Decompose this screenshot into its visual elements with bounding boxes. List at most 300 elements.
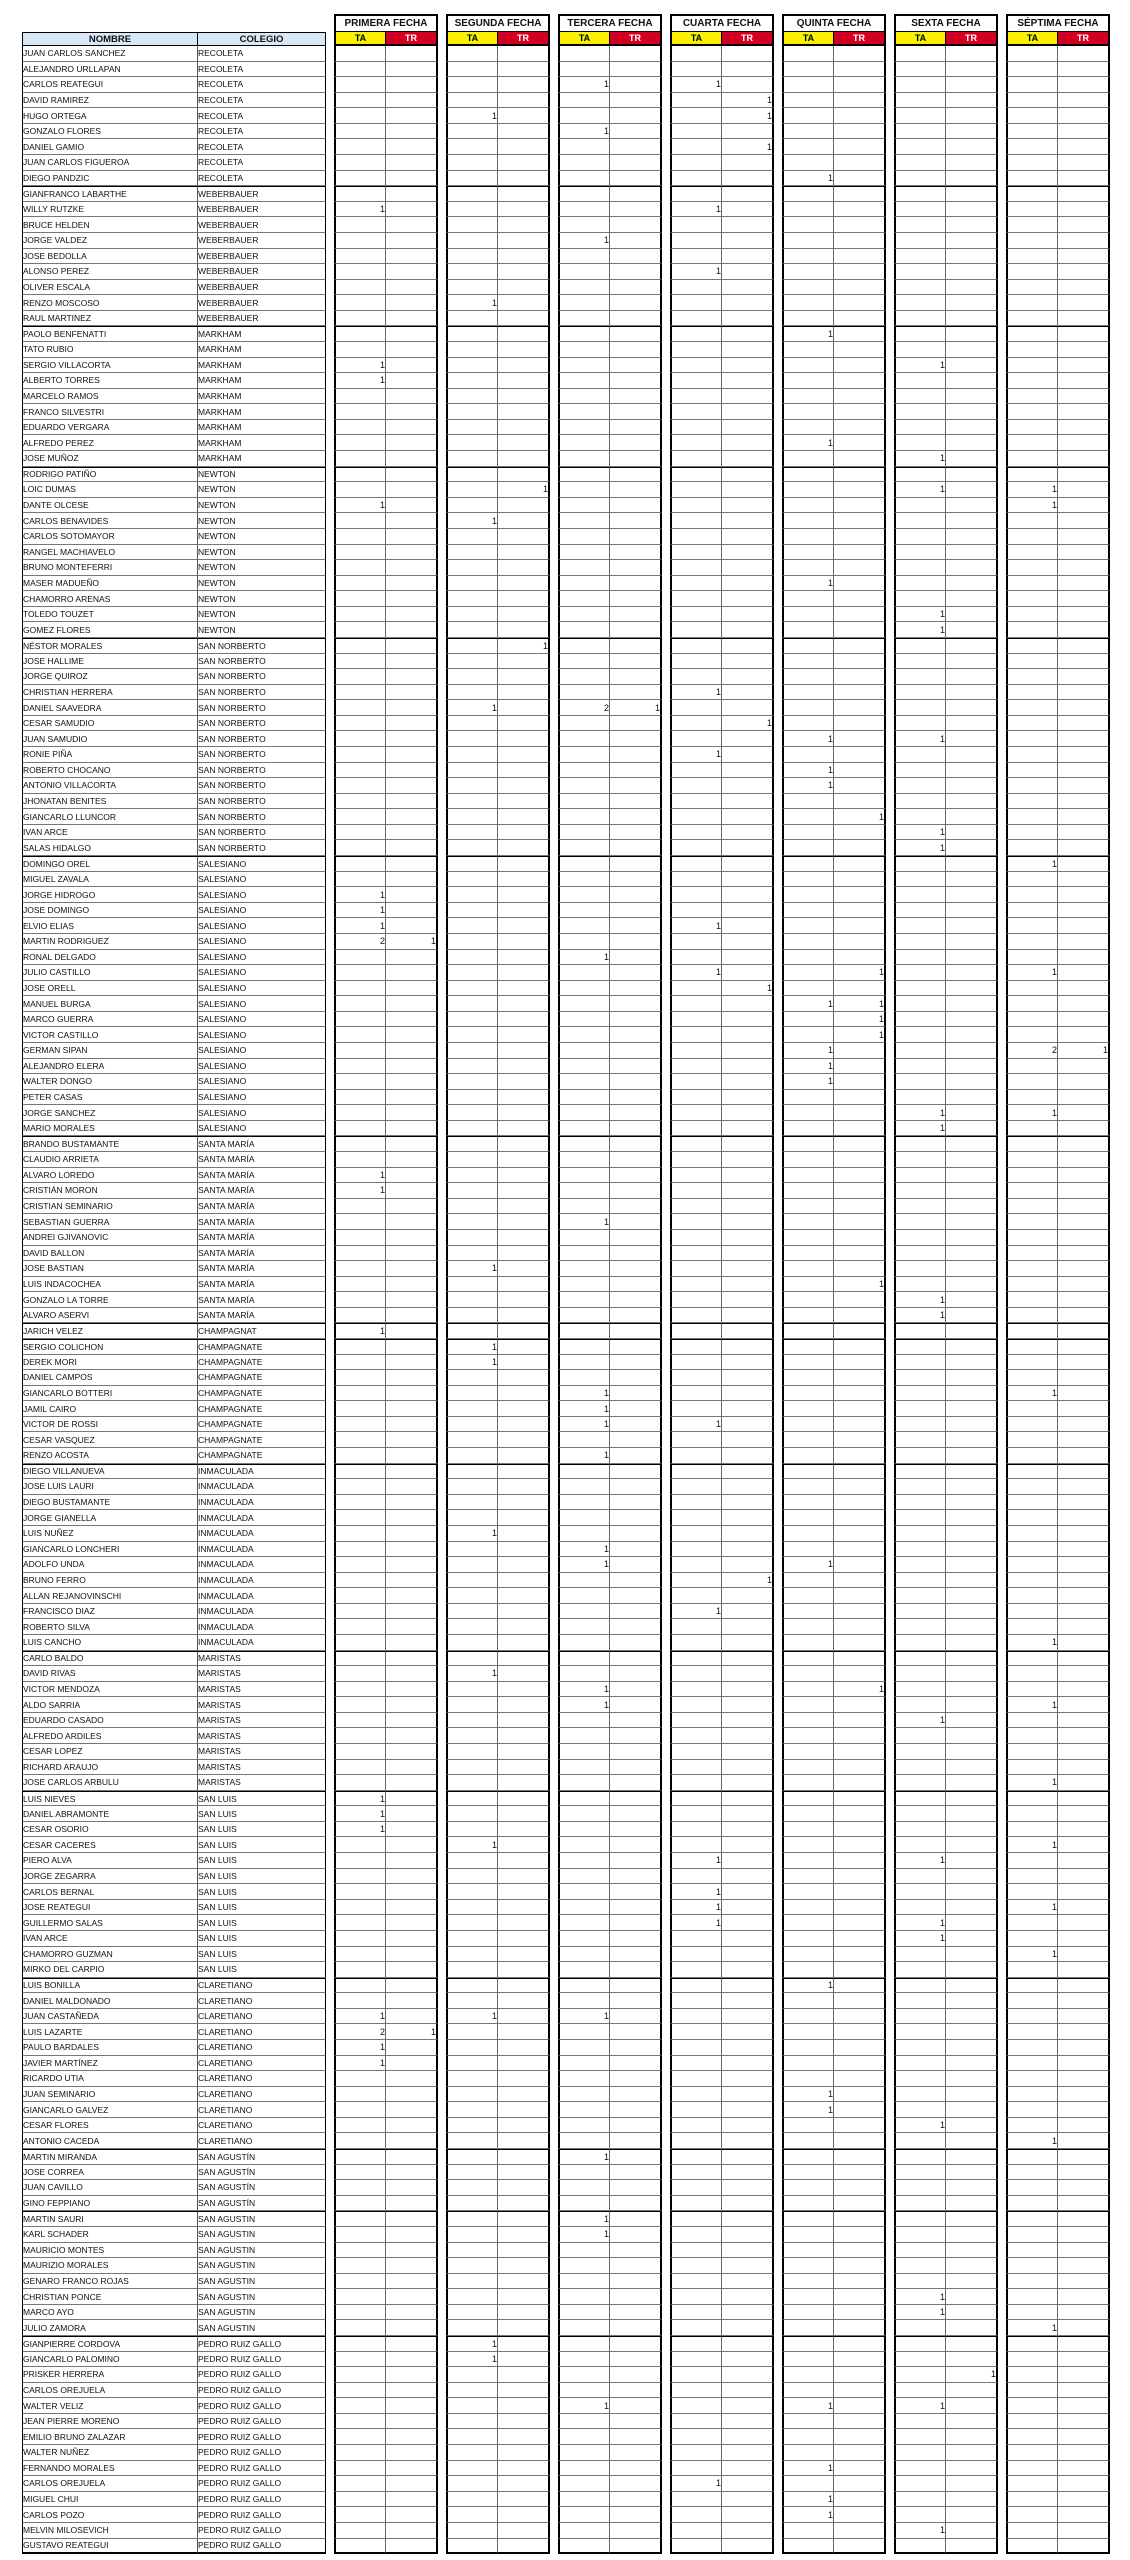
ta-cell[interactable]: [558, 1666, 610, 1682]
ta-cell[interactable]: [558, 1915, 610, 1931]
ta-cell[interactable]: [334, 1308, 386, 1324]
tr-cell[interactable]: [946, 2461, 998, 2477]
tr-cell[interactable]: [946, 62, 998, 78]
player-name-cell[interactable]: GIANCARLO PALOMINO: [22, 2352, 198, 2368]
ta-cell[interactable]: [782, 1277, 834, 1293]
ta-cell[interactable]: [446, 1230, 498, 1246]
tr-cell[interactable]: [610, 1027, 662, 1043]
tr-cell[interactable]: [722, 1199, 774, 1215]
ta-cell[interactable]: [446, 1619, 498, 1635]
ta-cell[interactable]: [558, 62, 610, 78]
ta-cell[interactable]: [334, 763, 386, 779]
ta-cell[interactable]: [1006, 2507, 1058, 2523]
ta-cell[interactable]: [670, 2009, 722, 2025]
tr-cell[interactable]: [498, 202, 550, 218]
player-name-cell[interactable]: SEBASTIAN GUERRA: [22, 1214, 198, 1230]
ta-cell[interactable]: [446, 654, 498, 670]
ta-cell[interactable]: [670, 1651, 722, 1667]
ta-cell[interactable]: [782, 2476, 834, 2492]
school-cell[interactable]: CHAMPAGNATE: [198, 1401, 326, 1417]
ta-cell[interactable]: [1006, 513, 1058, 529]
ta-cell[interactable]: [670, 2056, 722, 2072]
ta-cell[interactable]: [1006, 1791, 1058, 1807]
ta-cell[interactable]: [558, 607, 610, 623]
school-cell[interactable]: NEWTON: [198, 622, 326, 638]
tr-cell[interactable]: [722, 794, 774, 810]
ta-cell[interactable]: [1006, 1526, 1058, 1542]
tr-cell[interactable]: [946, 2196, 998, 2212]
ta-cell[interactable]: [334, 1557, 386, 1573]
ta-cell[interactable]: [670, 1557, 722, 1573]
tr-cell[interactable]: [722, 482, 774, 498]
ta-cell[interactable]: [894, 77, 946, 93]
ta-cell[interactable]: [894, 1744, 946, 1760]
ta-cell[interactable]: [1006, 186, 1058, 202]
player-name-cell[interactable]: MARIO MORALES: [22, 1121, 198, 1137]
tr-cell[interactable]: [386, 2367, 438, 2383]
player-name-cell[interactable]: RANGEL MACHIAVELO: [22, 545, 198, 561]
ta-cell[interactable]: 1: [334, 358, 386, 374]
player-name-cell[interactable]: ALFREDO ARDILES: [22, 1728, 198, 1744]
player-name-cell[interactable]: BRANDO BUSTAMANTE: [22, 1136, 198, 1152]
tr-cell[interactable]: [1058, 77, 1110, 93]
player-name-cell[interactable]: ALDO SARRIA: [22, 1697, 198, 1713]
ta-header[interactable]: TA: [446, 32, 498, 46]
ta-cell[interactable]: [894, 1651, 946, 1667]
tr-cell[interactable]: [386, 2305, 438, 2321]
ta-cell[interactable]: [1006, 358, 1058, 374]
player-name-cell[interactable]: CESAR FLORES: [22, 2118, 198, 2134]
ta-cell[interactable]: [670, 2102, 722, 2118]
tr-cell[interactable]: [1058, 1682, 1110, 1698]
ta-cell[interactable]: [1006, 1931, 1058, 1947]
tr-cell[interactable]: [610, 669, 662, 685]
player-name-cell[interactable]: GOMEZ FLORES: [22, 622, 198, 638]
ta-cell[interactable]: 1: [334, 1168, 386, 1184]
tr-cell[interactable]: [722, 2414, 774, 2430]
ta-cell[interactable]: [1006, 1090, 1058, 1106]
school-cell[interactable]: CLARETIANO: [198, 2102, 326, 2118]
ta-cell[interactable]: [334, 482, 386, 498]
tr-cell[interactable]: [498, 93, 550, 109]
school-cell[interactable]: WEBERBAUER: [198, 186, 326, 202]
ta-cell[interactable]: [782, 1884, 834, 1900]
tr-cell[interactable]: [1058, 2071, 1110, 2087]
school-cell[interactable]: SAN LUIS: [198, 1822, 326, 1838]
ta-cell[interactable]: 1: [558, 77, 610, 93]
tr-cell[interactable]: [834, 467, 886, 483]
school-cell[interactable]: MARISTAS: [198, 1713, 326, 1729]
tr-cell[interactable]: [946, 2243, 998, 2259]
ta-cell[interactable]: [1006, 2523, 1058, 2539]
school-cell[interactable]: INMACULADA: [198, 1557, 326, 1573]
ta-cell[interactable]: [446, 2367, 498, 2383]
ta-cell[interactable]: [446, 1448, 498, 1464]
tr-cell[interactable]: [722, 1666, 774, 1682]
tr-cell[interactable]: [722, 669, 774, 685]
tr-cell[interactable]: [1058, 2040, 1110, 2056]
ta-cell[interactable]: [670, 1510, 722, 1526]
tr-cell[interactable]: [498, 451, 550, 467]
ta-cell[interactable]: [782, 794, 834, 810]
ta-cell[interactable]: [670, 1339, 722, 1355]
tr-cell[interactable]: [946, 669, 998, 685]
ta-cell[interactable]: 1: [782, 1074, 834, 1090]
ta-cell[interactable]: [1006, 2258, 1058, 2274]
ta-cell[interactable]: [334, 342, 386, 358]
tr-cell[interactable]: [1058, 2258, 1110, 2274]
ta-cell[interactable]: [334, 1666, 386, 1682]
tr-cell[interactable]: [498, 1869, 550, 1885]
ta-cell[interactable]: [782, 186, 834, 202]
school-cell[interactable]: SALESIANO: [198, 918, 326, 934]
ta-cell[interactable]: [670, 2071, 722, 2087]
tr-cell[interactable]: [610, 358, 662, 374]
ta-cell[interactable]: [446, 326, 498, 342]
ta-cell[interactable]: [894, 1526, 946, 1542]
school-cell[interactable]: PEDRO RUIZ GALLO: [198, 2367, 326, 2383]
tr-cell[interactable]: [386, 1401, 438, 1417]
ta-cell[interactable]: 1: [782, 2102, 834, 2118]
school-cell[interactable]: INMACULADA: [198, 1526, 326, 1542]
player-name-cell[interactable]: LUIS CANCHO: [22, 1635, 198, 1651]
ta-cell[interactable]: [782, 1152, 834, 1168]
tr-cell[interactable]: [1058, 373, 1110, 389]
tr-cell[interactable]: [1058, 1152, 1110, 1168]
ta-cell[interactable]: [558, 763, 610, 779]
ta-cell[interactable]: [558, 1105, 610, 1121]
school-cell[interactable]: SAN NORBERTO: [198, 809, 326, 825]
ta-cell[interactable]: [1006, 1479, 1058, 1495]
tr-cell[interactable]: [834, 513, 886, 529]
ta-cell[interactable]: [446, 545, 498, 561]
ta-cell[interactable]: [558, 576, 610, 592]
ta-cell[interactable]: [1006, 669, 1058, 685]
ta-cell[interactable]: [558, 1230, 610, 1246]
ta-cell[interactable]: [446, 1417, 498, 1433]
tr-cell[interactable]: [834, 2258, 886, 2274]
tr-cell[interactable]: [610, 2165, 662, 2181]
ta-cell[interactable]: [894, 2071, 946, 2087]
ta-cell[interactable]: [1006, 2227, 1058, 2243]
ta-cell[interactable]: [1006, 1168, 1058, 1184]
ta-cell[interactable]: [446, 1775, 498, 1791]
tr-cell[interactable]: [946, 840, 998, 856]
ta-cell[interactable]: [446, 373, 498, 389]
player-name-cell[interactable]: KARL SCHADER: [22, 2227, 198, 2243]
ta-cell[interactable]: [1006, 529, 1058, 545]
player-name-cell[interactable]: CLAUDIO ARRIETA: [22, 1152, 198, 1168]
tr-cell[interactable]: [1058, 950, 1110, 966]
tr-cell[interactable]: 1: [610, 700, 662, 716]
ta-cell[interactable]: 1: [446, 2009, 498, 2025]
tr-cell[interactable]: [386, 1246, 438, 1262]
ta-cell[interactable]: [1006, 124, 1058, 140]
ta-cell[interactable]: [446, 280, 498, 296]
ta-cell[interactable]: [782, 560, 834, 576]
tr-cell[interactable]: [946, 731, 998, 747]
tr-cell[interactable]: [1058, 2507, 1110, 2523]
ta-cell[interactable]: [782, 2523, 834, 2539]
tr-cell[interactable]: [386, 1059, 438, 1075]
ta-cell[interactable]: [1006, 1121, 1058, 1137]
tr-cell[interactable]: [722, 124, 774, 140]
ta-cell[interactable]: [1006, 1199, 1058, 1215]
tr-cell[interactable]: [1058, 1074, 1110, 1090]
player-name-cell[interactable]: DANTE OLCESE: [22, 498, 198, 514]
ta-cell[interactable]: [1006, 2476, 1058, 2492]
tr-cell[interactable]: [386, 2352, 438, 2368]
tr-cell[interactable]: [834, 2118, 886, 2134]
ta-cell[interactable]: [558, 1090, 610, 1106]
ta-cell[interactable]: [1006, 934, 1058, 950]
tr-cell[interactable]: [1058, 2383, 1110, 2399]
player-name-cell[interactable]: DANIEL CAMPOS: [22, 1370, 198, 1386]
tr-cell[interactable]: [834, 1308, 886, 1324]
tr-cell[interactable]: [610, 1152, 662, 1168]
tr-cell[interactable]: [386, 451, 438, 467]
tr-cell[interactable]: [946, 872, 998, 888]
tr-cell[interactable]: [498, 2227, 550, 2243]
ta-cell[interactable]: [1006, 2243, 1058, 2259]
tr-cell[interactable]: [1058, 435, 1110, 451]
ta-cell[interactable]: [1006, 1464, 1058, 1480]
tr-cell[interactable]: [834, 155, 886, 171]
ta-cell[interactable]: [1006, 2024, 1058, 2040]
tr-cell[interactable]: [722, 1744, 774, 1760]
tr-cell[interactable]: [386, 607, 438, 623]
tr-cell[interactable]: [610, 1432, 662, 1448]
tr-cell[interactable]: [610, 2024, 662, 2040]
ta-cell[interactable]: [670, 825, 722, 841]
player-name-cell[interactable]: OLIVER ESCALA: [22, 280, 198, 296]
school-cell[interactable]: SAN LUIS: [198, 1962, 326, 1978]
tr-cell[interactable]: [1058, 2165, 1110, 2181]
school-cell[interactable]: RECOLETA: [198, 62, 326, 78]
tr-cell[interactable]: [722, 2539, 774, 2555]
player-name-cell[interactable]: RONAL DELGADO: [22, 950, 198, 966]
school-cell[interactable]: SANTA MARÍA: [198, 1136, 326, 1152]
ta-cell[interactable]: [558, 2320, 610, 2336]
player-name-cell[interactable]: GIANCARLO BOTTERI: [22, 1386, 198, 1402]
ta-cell[interactable]: [334, 2243, 386, 2259]
ta-cell[interactable]: [782, 2180, 834, 2196]
ta-cell[interactable]: [558, 46, 610, 62]
ta-cell[interactable]: [670, 1230, 722, 1246]
ta-cell[interactable]: 1: [894, 731, 946, 747]
tr-cell[interactable]: [610, 513, 662, 529]
tr-cell[interactable]: [1058, 1027, 1110, 1043]
ta-cell[interactable]: [334, 1526, 386, 1542]
tr-cell[interactable]: [610, 1837, 662, 1853]
ta-cell[interactable]: 1: [1006, 1697, 1058, 1713]
tr-cell[interactable]: [834, 747, 886, 763]
tr-cell[interactable]: [722, 2507, 774, 2523]
ta-cell[interactable]: [670, 2243, 722, 2259]
tr-cell[interactable]: [498, 996, 550, 1012]
tr-cell[interactable]: [946, 1837, 998, 1853]
ta-cell[interactable]: [1006, 2289, 1058, 2305]
player-name-cell[interactable]: RODRIGO PATIÑO: [22, 467, 198, 483]
tr-cell[interactable]: [722, 1947, 774, 1963]
ta-cell[interactable]: [782, 295, 834, 311]
tr-cell[interactable]: [946, 1308, 998, 1324]
tr-cell[interactable]: [498, 1448, 550, 1464]
ta-cell[interactable]: 1: [894, 2398, 946, 2414]
ta-cell[interactable]: 2: [334, 934, 386, 950]
ta-cell[interactable]: [334, 1947, 386, 1963]
tr-cell[interactable]: [386, 404, 438, 420]
ta-cell[interactable]: [446, 1853, 498, 1869]
ta-cell[interactable]: 1: [1006, 1775, 1058, 1791]
tr-cell[interactable]: [498, 46, 550, 62]
ta-cell[interactable]: [446, 2056, 498, 2072]
ta-cell[interactable]: [670, 2352, 722, 2368]
tr-cell[interactable]: [610, 2414, 662, 2430]
ta-cell[interactable]: [670, 1791, 722, 1807]
tr-cell[interactable]: [498, 1947, 550, 1963]
ta-cell[interactable]: [446, 2118, 498, 2134]
tr-cell[interactable]: [834, 1651, 886, 1667]
tr-cell[interactable]: [722, 2289, 774, 2305]
tr-cell[interactable]: [946, 1822, 998, 1838]
ta-cell[interactable]: 1: [334, 887, 386, 903]
tr-cell[interactable]: [386, 1791, 438, 1807]
tr-cell[interactable]: 1: [386, 2024, 438, 2040]
tr-cell[interactable]: [1058, 809, 1110, 825]
ta-cell[interactable]: [894, 1728, 946, 1744]
player-name-cell[interactable]: MARTIN RODRIGUEZ: [22, 934, 198, 950]
tr-cell[interactable]: [722, 295, 774, 311]
tr-cell[interactable]: [386, 872, 438, 888]
ta-cell[interactable]: [558, 513, 610, 529]
school-cell[interactable]: PEDRO RUIZ GALLO: [198, 2461, 326, 2477]
tr-cell[interactable]: 1: [498, 638, 550, 654]
ta-cell[interactable]: [782, 1697, 834, 1713]
player-name-cell[interactable]: CARLOS POZO: [22, 2507, 198, 2523]
ta-cell[interactable]: [894, 1619, 946, 1635]
tr-cell[interactable]: [834, 389, 886, 405]
tr-cell[interactable]: [946, 1043, 998, 1059]
tr-cell[interactable]: [834, 93, 886, 109]
tr-cell[interactable]: [610, 1526, 662, 1542]
tr-cell[interactable]: [1058, 139, 1110, 155]
tr-cell[interactable]: [834, 171, 886, 187]
tr-cell[interactable]: [946, 1059, 998, 1075]
ta-cell[interactable]: [334, 794, 386, 810]
player-name-cell[interactable]: GENARO FRANCO ROJAS: [22, 2274, 198, 2290]
ta-cell[interactable]: [334, 1152, 386, 1168]
tr-cell[interactable]: [946, 965, 998, 981]
player-name-cell[interactable]: CHAMORRO GUZMAN: [22, 1947, 198, 1963]
ta-cell[interactable]: [558, 1339, 610, 1355]
tr-cell[interactable]: [610, 2305, 662, 2321]
player-name-cell[interactable]: ALFREDO PEREZ: [22, 435, 198, 451]
tr-cell[interactable]: [834, 2398, 886, 2414]
ta-cell[interactable]: [446, 249, 498, 265]
ta-cell[interactable]: [894, 311, 946, 327]
tr-cell[interactable]: [1058, 482, 1110, 498]
ta-cell[interactable]: [1006, 1370, 1058, 1386]
tr-cell[interactable]: [498, 2492, 550, 2508]
school-cell[interactable]: INMACULADA: [198, 1604, 326, 1620]
tr-cell[interactable]: [1058, 1760, 1110, 1776]
ta-cell[interactable]: [894, 1573, 946, 1589]
tr-cell[interactable]: [722, 1246, 774, 1262]
fecha-header[interactable]: QUINTA FECHA: [782, 14, 886, 32]
ta-cell[interactable]: 1: [334, 1806, 386, 1822]
tr-cell[interactable]: [722, 342, 774, 358]
ta-cell[interactable]: [670, 1962, 722, 1978]
ta-cell[interactable]: [894, 2180, 946, 2196]
ta-cell[interactable]: [782, 1900, 834, 1916]
ta-cell[interactable]: [670, 2539, 722, 2555]
tr-cell[interactable]: [386, 1261, 438, 1277]
tr-cell[interactable]: [610, 1697, 662, 1713]
tr-cell[interactable]: [722, 2429, 774, 2445]
school-cell[interactable]: RECOLETA: [198, 77, 326, 93]
tr-cell[interactable]: [386, 2180, 438, 2196]
tr-cell[interactable]: [722, 1728, 774, 1744]
ta-cell[interactable]: [558, 716, 610, 732]
tr-cell[interactable]: [834, 1557, 886, 1573]
player-name-cell[interactable]: VICTOR DE ROSSI: [22, 1417, 198, 1433]
ta-cell[interactable]: [782, 467, 834, 483]
ta-cell[interactable]: 1: [446, 1261, 498, 1277]
ta-cell[interactable]: [894, 1043, 946, 1059]
ta-cell[interactable]: 1: [782, 731, 834, 747]
ta-cell[interactable]: [334, 1339, 386, 1355]
tr-cell[interactable]: [946, 1464, 998, 1480]
ta-cell[interactable]: [1006, 2336, 1058, 2352]
tr-cell[interactable]: [1058, 249, 1110, 265]
tr-cell[interactable]: [386, 2492, 438, 2508]
ta-cell[interactable]: [446, 2289, 498, 2305]
ta-cell[interactable]: [670, 2461, 722, 2477]
school-cell[interactable]: MARKHAM: [198, 451, 326, 467]
ta-cell[interactable]: [334, 2149, 386, 2165]
ta-cell[interactable]: [670, 903, 722, 919]
ta-cell[interactable]: [782, 1370, 834, 1386]
player-name-cell[interactable]: CARLOS REATEGUI: [22, 77, 198, 93]
tr-cell[interactable]: [946, 1386, 998, 1402]
tr-cell[interactable]: [1058, 2133, 1110, 2149]
ta-cell[interactable]: [670, 1168, 722, 1184]
tr-cell[interactable]: [946, 1510, 998, 1526]
ta-cell[interactable]: 1: [1006, 1837, 1058, 1853]
tr-cell[interactable]: [386, 1308, 438, 1324]
ta-cell[interactable]: [558, 2133, 610, 2149]
ta-cell[interactable]: [334, 1292, 386, 1308]
tr-cell[interactable]: [1058, 1401, 1110, 1417]
ta-cell[interactable]: [782, 591, 834, 607]
tr-cell[interactable]: [946, 171, 998, 187]
tr-cell[interactable]: [498, 716, 550, 732]
ta-cell[interactable]: [1006, 1339, 1058, 1355]
tr-cell[interactable]: [610, 1339, 662, 1355]
ta-cell[interactable]: [446, 2523, 498, 2539]
tr-cell[interactable]: [1058, 1744, 1110, 1760]
school-cell[interactable]: SAN LUIS: [198, 1947, 326, 1963]
ta-cell[interactable]: [782, 249, 834, 265]
ta-cell[interactable]: [670, 1292, 722, 1308]
tr-cell[interactable]: [610, 1308, 662, 1324]
ta-cell[interactable]: 1: [782, 2087, 834, 2103]
ta-cell[interactable]: [1006, 1993, 1058, 2009]
ta-cell[interactable]: [1006, 202, 1058, 218]
tr-cell[interactable]: [386, 2071, 438, 2087]
tr-cell[interactable]: [386, 1090, 438, 1106]
